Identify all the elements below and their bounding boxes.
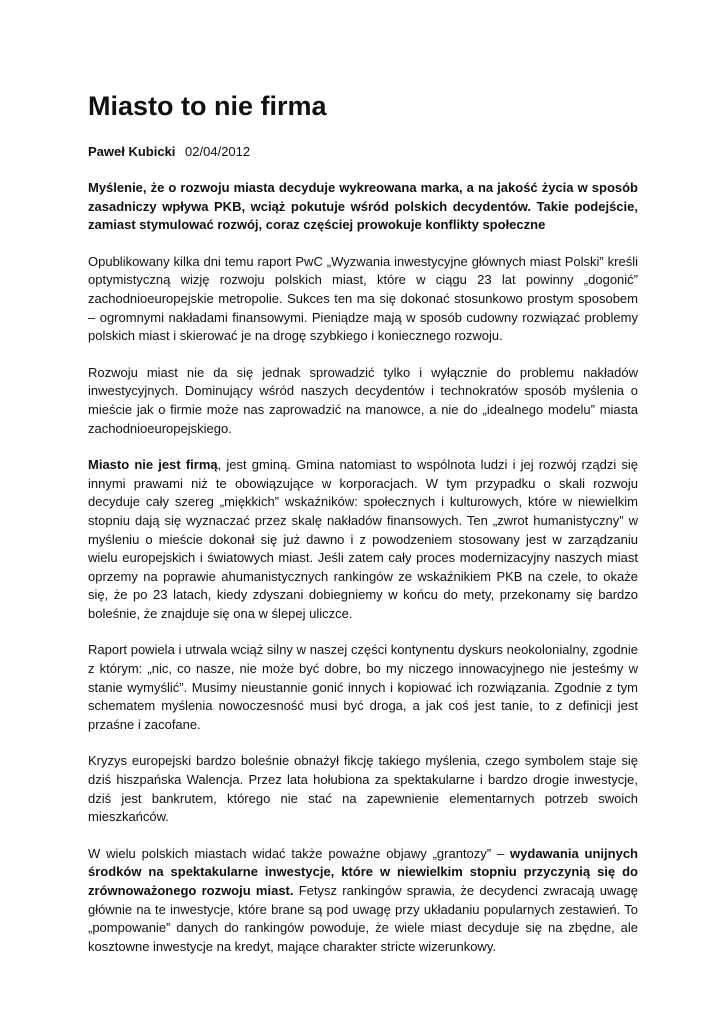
author-name: Paweł Kubicki: [88, 144, 176, 159]
paragraph-6-start: W wielu polskich miastach widać także poważne objawy „grantozy” –: [88, 845, 511, 861]
paragraph-5: Kryzys europejski bardzo boleśnie obnażył fikcję takiego myślenia, czego symbolem staje się dziś hiszpańska Walencja. Przez lata hołubiona za spektakularne i bardzo drogie inwestycje, dziś jest bankrutem, którego nie stać na zapewnienie elementarnych potrzeb swoich mieszkańców.: [88, 753, 638, 825]
lead-paragraph: Myślenie, że o rozwoju miasta decyduje wykreowana marka, a na jakość życia w sposób zasadniczy wpływa PKB, wciąż pokutuje wśród polskich decydentów. Takie podejście, zamiast stymulować rozwój, coraz częściej prowokuje konflikty społeczne: [88, 180, 638, 233]
paragraph-6-text: Fetysz rankingów sprawia, że decydenci zwracają uwagę głównie na te inwestycje, które brane są pod uwagę przy układaniu popularnych zestawień. To „pompowanie” danych do rankingów powoduje, że wiele miast decyduje się na zbędne, ale kosztowne inwestycje na kredyt, mające charakter stricte wizerunkowy.: [88, 883, 638, 954]
paragraph-1: Opublikowany kilka dni temu raport PwC „Wyzwania inwestycyjne głównych miast Polski” kreśli optymistyczną wizję rozwoju polskich miast, które w ciągu 23 lat powinny „dogonić” zachodnioeuropejskie metropolie. Sukces ten ma się dokonać stosunkowo prostym sposobem – ogromnymi nakładami finansowymi. Pieniądze mają w sposób cudowny rozwiązać problemy polskich miast i skierować je na drogę szybkiego i koniecznego rozwoju.: [88, 253, 638, 344]
article-title: Miasto to nie firma: [88, 91, 327, 121]
paragraph-6: [88, 845, 638, 957]
paragraph-3-text: , jest gminą. Gmina natomiast to wspólnota ludzi i jej rozwój rządzi się innymi prawami niż te obowiązujące w korporacjach. W tym przypadku o skali rozwoju decyduje cały szereg „miękkich” wskaźników: społecznych i kulturowych, które w niewielkim stopniu dają się wyznaczać przez skalę nakładów finansowych. Ten „zwrot humanistyczny” w myśleniu o mieście dokonał się już dawno i z powodzeniem stosowany jest w zarządzaniu wielu europejskich i światowych miast. Jeśli zatem cały proces modernizacyjny naszych miast oprzemy na poprawie ahumanistycznych rankingów ze wskaźnikiem PKB na czele, to okaże się, że po 23 latach, kiedy zdyszani dobiegniemy w końcu do mety, przekonamy się bardzo boleśnie, że znajduje się ona w ślepej uliczce.: [88, 457, 638, 621]
paragraph-3-emphasis: Miasto nie jest firmą: [88, 457, 218, 473]
publish-date: 02/04/2012: [185, 144, 251, 159]
paragraph-2: Rozwoju miast nie da się jednak sprowadzić tylko i wyłącznie do problemu nakładów inwestycyjnych. Dominujący wśród naszych decydentów i technokratów sposób myślenia o mieście jak o firmie może nas zaprowadzić na manowce, a nie do „idealnego modelu” miasta zachodnioeuropejskiego.: [88, 364, 638, 436]
paragraph-4: Raport powiela i utrwala wciąż silny w naszej części kontynentu dyskurs neokolonialny, zgodnie z którym: „nic, co nasze, nie może być dobre, bo my niczego innowacyjnego nie jesteśmy w stanie wymyślić”. Musimy nieustannie gonić innych i kopiować ich rozwiązania. Zgodnie z tym schematem myślenia nowoczesność musi być droga, a jak coś jest tanie, to z definicji jest przaśne i zacofane.: [88, 642, 638, 732]
paragraph-3: [88, 456, 638, 623]
byline: [88, 143, 638, 161]
article: [88, 86, 638, 956]
paragraph-6-emphasis: wydawania unijnych środków na spektakularne inwestycje, które w niewielkim stopniu przyczynią się do zrównoważonego rozwoju miast.: [88, 845, 638, 898]
